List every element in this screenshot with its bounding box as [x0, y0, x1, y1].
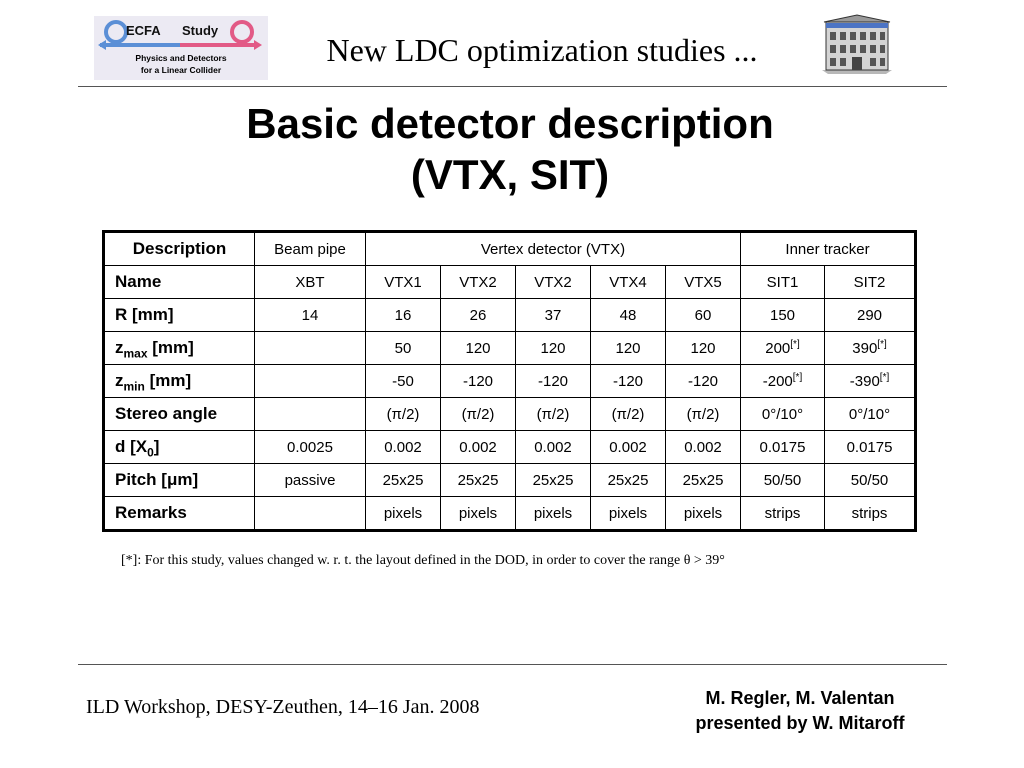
cell: 0.0175 — [825, 431, 916, 464]
table-row — [104, 398, 916, 431]
row-label-stereo-angle: Stereo angle — [104, 398, 255, 431]
slide-title-line-2: (VTX, SIT) — [410, 151, 610, 198]
cell: 120 — [441, 332, 516, 365]
cell: 50/50 — [825, 464, 916, 497]
cell: VTX2 — [516, 266, 591, 299]
cell: 25x25 — [366, 464, 441, 497]
footnote-marker: [*] — [879, 371, 890, 383]
cell: 25x25 — [591, 464, 666, 497]
cell: (π/2) — [366, 398, 441, 431]
cell — [825, 365, 916, 398]
footnote-marker: [*] — [792, 371, 803, 383]
footer-divider — [78, 664, 947, 665]
inner-tracker-header: Inner tracker — [741, 232, 916, 266]
row-label-radius: R [mm] — [104, 299, 255, 332]
logo-subtitle-2: for a Linear Collider — [140, 65, 222, 75]
cell: 48 — [591, 299, 666, 332]
cell: pixels — [666, 497, 741, 531]
description-header: Description — [104, 232, 255, 266]
presenter-line: presented by W. Mitaroff — [695, 713, 905, 733]
author-separator: , — [785, 688, 796, 708]
author-2: M. Valentan — [795, 688, 895, 708]
cell: 25x25 — [516, 464, 591, 497]
cell: 50 — [366, 332, 441, 365]
cell: 0.002 — [666, 431, 741, 464]
cell: strips — [741, 497, 825, 531]
cell: VTX2 — [441, 266, 516, 299]
vertex-detector-header: Vertex detector (VTX) — [366, 232, 741, 266]
cell: 150 — [741, 299, 825, 332]
cell-value: -200 — [762, 372, 793, 390]
cell: 0.0175 — [741, 431, 825, 464]
cell: 290 — [825, 299, 916, 332]
cell: pixels — [591, 497, 666, 531]
cell — [255, 332, 366, 365]
cell — [741, 332, 825, 365]
cell: 37 — [516, 299, 591, 332]
logo-left-word: ECFA — [126, 23, 161, 38]
logo-subtitle-1: Physics and Detectors — [135, 53, 227, 63]
cell: strips — [825, 497, 916, 531]
table-row — [104, 299, 916, 332]
cell: 25x25 — [441, 464, 516, 497]
zmin-label-main: z — [115, 371, 124, 390]
cell — [255, 365, 366, 398]
zmax-label-main: z — [115, 338, 124, 357]
cell: 16 — [366, 299, 441, 332]
zmin-label-sub: min — [123, 379, 145, 394]
author-1: M. Regler — [705, 688, 786, 708]
cell: SIT2 — [825, 266, 916, 299]
cell: 120 — [666, 332, 741, 365]
cell-value: -390 — [849, 372, 880, 390]
cell: 0.002 — [441, 431, 516, 464]
cell: -120 — [666, 365, 741, 398]
table-footnote: [*]: For this study, values changed w. r. t. the layout defined in the DOD, in order to cover the range θ > 39° — [121, 553, 725, 568]
cell-value: 200 — [765, 339, 791, 357]
cell: 50/50 — [741, 464, 825, 497]
cell: (π/2) — [591, 398, 666, 431]
cell: VTX5 — [666, 266, 741, 299]
cell: -120 — [516, 365, 591, 398]
row-label-pitch: Pitch [μm] — [104, 464, 255, 497]
row-label-zmin — [104, 365, 255, 398]
row-label-name: Name — [104, 266, 255, 299]
beam-pipe-header: Beam pipe — [255, 232, 366, 266]
ecfa-logo — [94, 16, 268, 80]
cell: VTX1 — [366, 266, 441, 299]
cell: pixels — [366, 497, 441, 531]
cell: 0.002 — [366, 431, 441, 464]
footnote-marker: [*] — [877, 338, 887, 350]
cell: passive — [255, 464, 366, 497]
logo-right-word: Study — [182, 23, 219, 38]
table-row — [104, 332, 916, 365]
cell: 60 — [666, 299, 741, 332]
cell: (π/2) — [666, 398, 741, 431]
table-row — [104, 464, 916, 497]
cell: (π/2) — [441, 398, 516, 431]
cell: 14 — [255, 299, 366, 332]
row-label-remarks: Remarks — [104, 497, 255, 531]
footnote-marker: [*] — [790, 338, 800, 350]
cell: 120 — [516, 332, 591, 365]
zmax-label-sub: max — [123, 346, 148, 361]
footer-authors — [650, 686, 950, 736]
cell: 0.0025 — [255, 431, 366, 464]
cell: 0°/10° — [741, 398, 825, 431]
row-label-zmax — [104, 332, 255, 365]
detector-table — [102, 230, 917, 532]
table-row — [104, 497, 916, 531]
slide-title — [130, 98, 890, 200]
header-divider — [78, 86, 947, 87]
cell: pixels — [441, 497, 516, 531]
table-header-row — [104, 232, 916, 266]
cell: SIT1 — [741, 266, 825, 299]
slide-title-line-1: Basic detector description — [246, 100, 774, 147]
cell — [741, 365, 825, 398]
author-line — [650, 686, 950, 711]
cell: pixels — [516, 497, 591, 531]
zmin-label-unit: [mm] — [144, 371, 192, 390]
cell: 26 — [441, 299, 516, 332]
row-label-thickness — [104, 431, 255, 464]
cell: -120 — [441, 365, 516, 398]
table-row — [104, 266, 916, 299]
cell: XBT — [255, 266, 366, 299]
cell-value: 390 — [852, 339, 878, 357]
cell: (π/2) — [516, 398, 591, 431]
footer-event: ILD Workshop, DESY-Zeuthen, 14–16 Jan. 2008 — [86, 696, 480, 718]
cell: 0.002 — [591, 431, 666, 464]
table-row — [104, 365, 916, 398]
d-label-end: ] — [153, 437, 160, 456]
cell — [255, 398, 366, 431]
cell — [825, 332, 916, 365]
cell: 0°/10° — [825, 398, 916, 431]
cell: VTX4 — [591, 266, 666, 299]
d-label-sub: 0 — [147, 445, 154, 460]
table-row — [104, 431, 916, 464]
d-label-main: d [X — [115, 437, 148, 456]
cell — [255, 497, 366, 531]
header-title: New LDC optimization studies ... — [326, 32, 758, 68]
cell: -50 — [366, 365, 441, 398]
cell: 25x25 — [666, 464, 741, 497]
cell: -120 — [591, 365, 666, 398]
cell: 120 — [591, 332, 666, 365]
cell: 0.002 — [516, 431, 591, 464]
zmax-label-unit: [mm] — [147, 338, 194, 357]
building-icon — [814, 14, 900, 76]
